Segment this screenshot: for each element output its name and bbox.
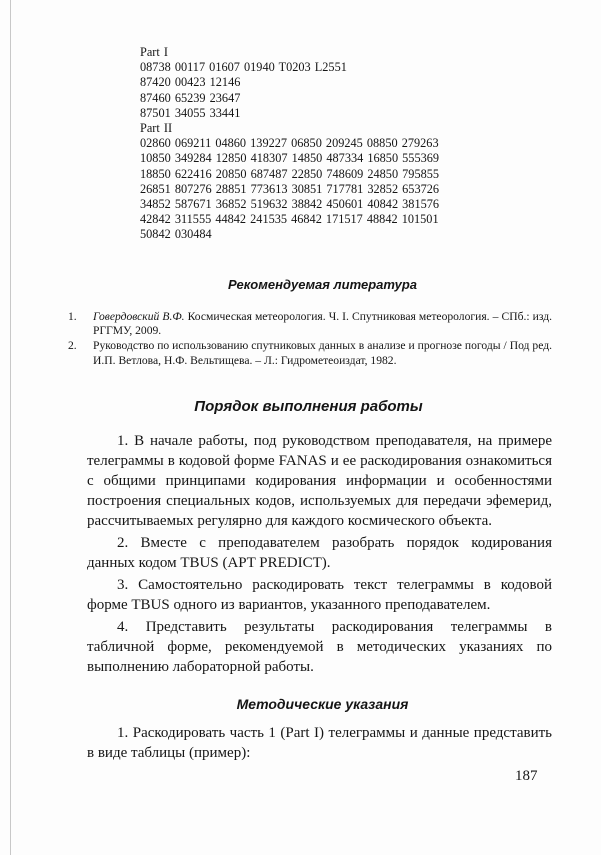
- paragraph: 4. Представить результаты раскодирования телеграммы в табличной форме, рекомендуемой в методических указаниях по выполнению лабораторной работы.: [87, 619, 552, 675]
- code-line: 50842 030484: [140, 227, 212, 242]
- guidelines-body: [87, 723, 552, 765]
- code-line: 42842 311555 44842 241535 46842 171517 48842 101501: [140, 212, 439, 227]
- code-line: 02860 069211 04860 139227 06850 209245 08850 279263: [140, 136, 439, 151]
- part2-label: Part II: [140, 121, 173, 136]
- guidelines-heading: Методические указания: [236, 696, 409, 712]
- reference-number: 1.: [68, 310, 77, 323]
- reference-item: [68, 339, 552, 367]
- code-line: 10850 349284 12850 418307 14850 487334 16850 555369: [140, 151, 440, 166]
- paragraph: 3. Самостоятельно раскодировать текст телеграммы в кодовой форме TBUS одного из вариантов, указанного преподавателем.: [87, 577, 552, 613]
- code-line: 87501 34055 33441: [140, 105, 241, 120]
- procedure-heading: Порядок выполнения работы: [194, 398, 423, 415]
- reference-number: 2.: [68, 339, 77, 353]
- paragraph: 1. Раскодировать часть 1 (Part I) телеграммы и данные представить в виде таблицы (пример):: [87, 725, 552, 761]
- reference-text: Космическая метеорология. Ч. I. Спутниковая метеорология. – СПб.: изд. РГГМУ, 2009.: [93, 310, 553, 338]
- code-line: 08738 00117 01607 01940 T0203 L2551: [140, 60, 347, 75]
- code-line: 26851 807276 28851 773613 30851 717781 32852 653726: [140, 181, 440, 196]
- code-line: 87460 65239 23647: [140, 90, 241, 105]
- part1-label: Part I: [140, 45, 168, 59]
- paragraph: 1. В начале работы, под руководством преподавателя, на примере телеграммы в кодовой форме FANAS и ее раскодирования ознакомиться с общими принципами кодирования информации и особенностями построения специальных кодов, используемых для передачи эфемерид, рассчитываемых регулярно для каждого космического объекта.: [87, 433, 552, 529]
- code-line: 34852 587671 36852 519632 38842 450601 40842 381576: [140, 197, 440, 212]
- literature-heading: Рекомендуемая литература: [227, 277, 418, 292]
- code-line: 18850 622416 20850 687487 22850 748609 24850 795855: [140, 166, 440, 181]
- reference-list: [68, 310, 552, 369]
- procedure-body: [87, 431, 552, 679]
- telegram-code-block: [140, 45, 540, 243]
- paragraph: 2. Вместе с преподавателем разобрать порядок кодирования данных кодом TBUS (APT PREDICT).: [87, 535, 552, 571]
- reference-item: [68, 310, 552, 338]
- reference-author: Говердовский В.Ф.: [93, 310, 185, 323]
- reference-text: Руководство по использованию спутниковых данных в анализе и прогнозе погоды / Под ред. И.П. Ветлова, Н.Ф. Вельтищева. – Л.: Гидрометеоиздат, 1982.: [93, 339, 552, 367]
- page-number: 187: [515, 768, 538, 784]
- code-line: 87420 00423 12146: [140, 75, 241, 90]
